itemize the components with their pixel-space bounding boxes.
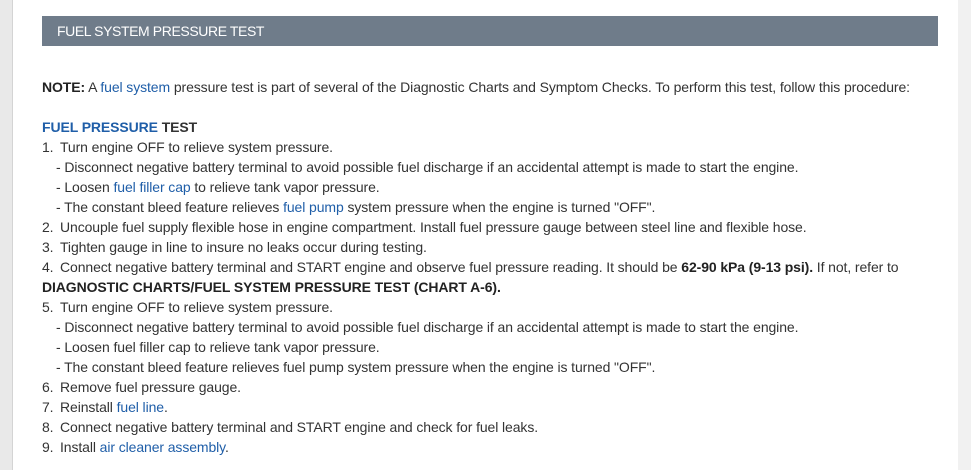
step-1-substep-b (42, 177, 942, 197)
step-5-substep-b (42, 337, 942, 357)
document-content (42, 77, 942, 457)
substep-text-post: to relieve tank vapor pressure. (190, 179, 380, 195)
step-5 (42, 297, 942, 317)
step-number: 7. (42, 399, 54, 415)
step-1-substep-a (42, 157, 942, 177)
step-1 (42, 137, 942, 157)
step-number: 9. (42, 439, 54, 455)
substep-text: - Disconnect negative battery terminal to avoid possible fuel discharge if an accidental attempt is made to start the engine. (56, 319, 799, 335)
fuel-pump-link[interactable]: fuel pump (283, 199, 344, 215)
substep-text: - The constant bleed feature relieves fuel pump system pressure when the engine is turned "OFF". (56, 359, 656, 375)
note-paragraph (42, 77, 942, 97)
step-text: Turn engine OFF to relieve system pressure. (60, 139, 333, 155)
air-cleaner-assembly-link[interactable]: air cleaner assembly (99, 439, 226, 455)
substep-text: - Loosen fuel filler cap to relieve tank vapor pressure. (56, 339, 380, 355)
step-text-post: If not, refer to (813, 259, 899, 275)
step-text: Connect negative battery terminal and START engine and check for fuel leaks. (60, 419, 539, 435)
step-text: Tighten gauge in line to insure no leaks occur during testing. (60, 239, 427, 255)
scrollbar[interactable] (958, 0, 971, 470)
chart-reference: DIAGNOSTIC CHARTS/FUEL SYSTEM PRESSURE TEST (CHART A-6). (42, 279, 501, 295)
step-9 (42, 437, 942, 457)
step-number: 3. (42, 239, 54, 255)
step-number: 1. (42, 139, 54, 155)
step-text-pre: Reinstall (60, 399, 117, 415)
section-header-title: FUEL SYSTEM PRESSURE TEST (57, 23, 265, 39)
step-number: 6. (42, 379, 54, 395)
step-text: Turn engine OFF to relieve system pressure. (60, 299, 333, 315)
pressure-spec: 62-90 kPa (9-13 psi). (681, 259, 814, 275)
step-7 (42, 397, 942, 417)
procedure-title (42, 117, 942, 137)
fuel-line-link[interactable]: fuel line (116, 399, 164, 415)
step-text-post: . (163, 399, 168, 415)
step-number: 4. (42, 259, 54, 275)
note-label: NOTE: (42, 79, 86, 95)
substep-text: - Disconnect negative battery terminal to avoid possible fuel discharge if an accidental attempt is made to start the engine. (56, 159, 799, 175)
step-4 (42, 257, 942, 277)
section-header (42, 16, 938, 46)
substep-text-pre: - Loosen (56, 179, 114, 195)
step-text-post: . (225, 439, 229, 455)
step-number: 2. (42, 219, 54, 235)
step-number: 5. (42, 299, 54, 315)
step-8 (42, 417, 942, 437)
substep-text-pre: - The constant bleed feature relieves (56, 199, 284, 215)
step-5-substep-a (42, 317, 942, 337)
substep-text-post: system pressure when the engine is turned "OFF". (343, 199, 656, 215)
step-text: Remove fuel pressure gauge. (60, 379, 241, 395)
step-text: Uncouple fuel supply flexible hose in engine compartment. Install fuel pressure gauge between steel line and flexible hose. (60, 219, 807, 235)
step-1-substep-c (42, 197, 942, 217)
procedure-title-rest: TEST (157, 119, 198, 135)
fuel-filler-cap-link[interactable]: fuel filler cap (113, 179, 191, 195)
step-6 (42, 377, 942, 397)
step-text-pre: Install (60, 439, 100, 455)
note-text-pre: A (85, 79, 101, 95)
step-3 (42, 237, 942, 257)
note-text-post: pressure test is part of several of the Diagnostic Charts and Symptom Checks. To perform this test, follow this procedure: (170, 79, 910, 95)
step-number: 8. (42, 419, 54, 435)
fuel-system-link[interactable]: fuel system (100, 79, 171, 95)
step-2 (42, 217, 942, 237)
fuel-pressure-link[interactable]: FUEL PRESSURE (42, 119, 158, 135)
step-text-pre: Connect negative battery terminal and START engine and observe fuel pressure reading. It should be (60, 259, 682, 275)
step-4-continuation (42, 277, 942, 297)
step-5-substep-c (42, 357, 942, 377)
